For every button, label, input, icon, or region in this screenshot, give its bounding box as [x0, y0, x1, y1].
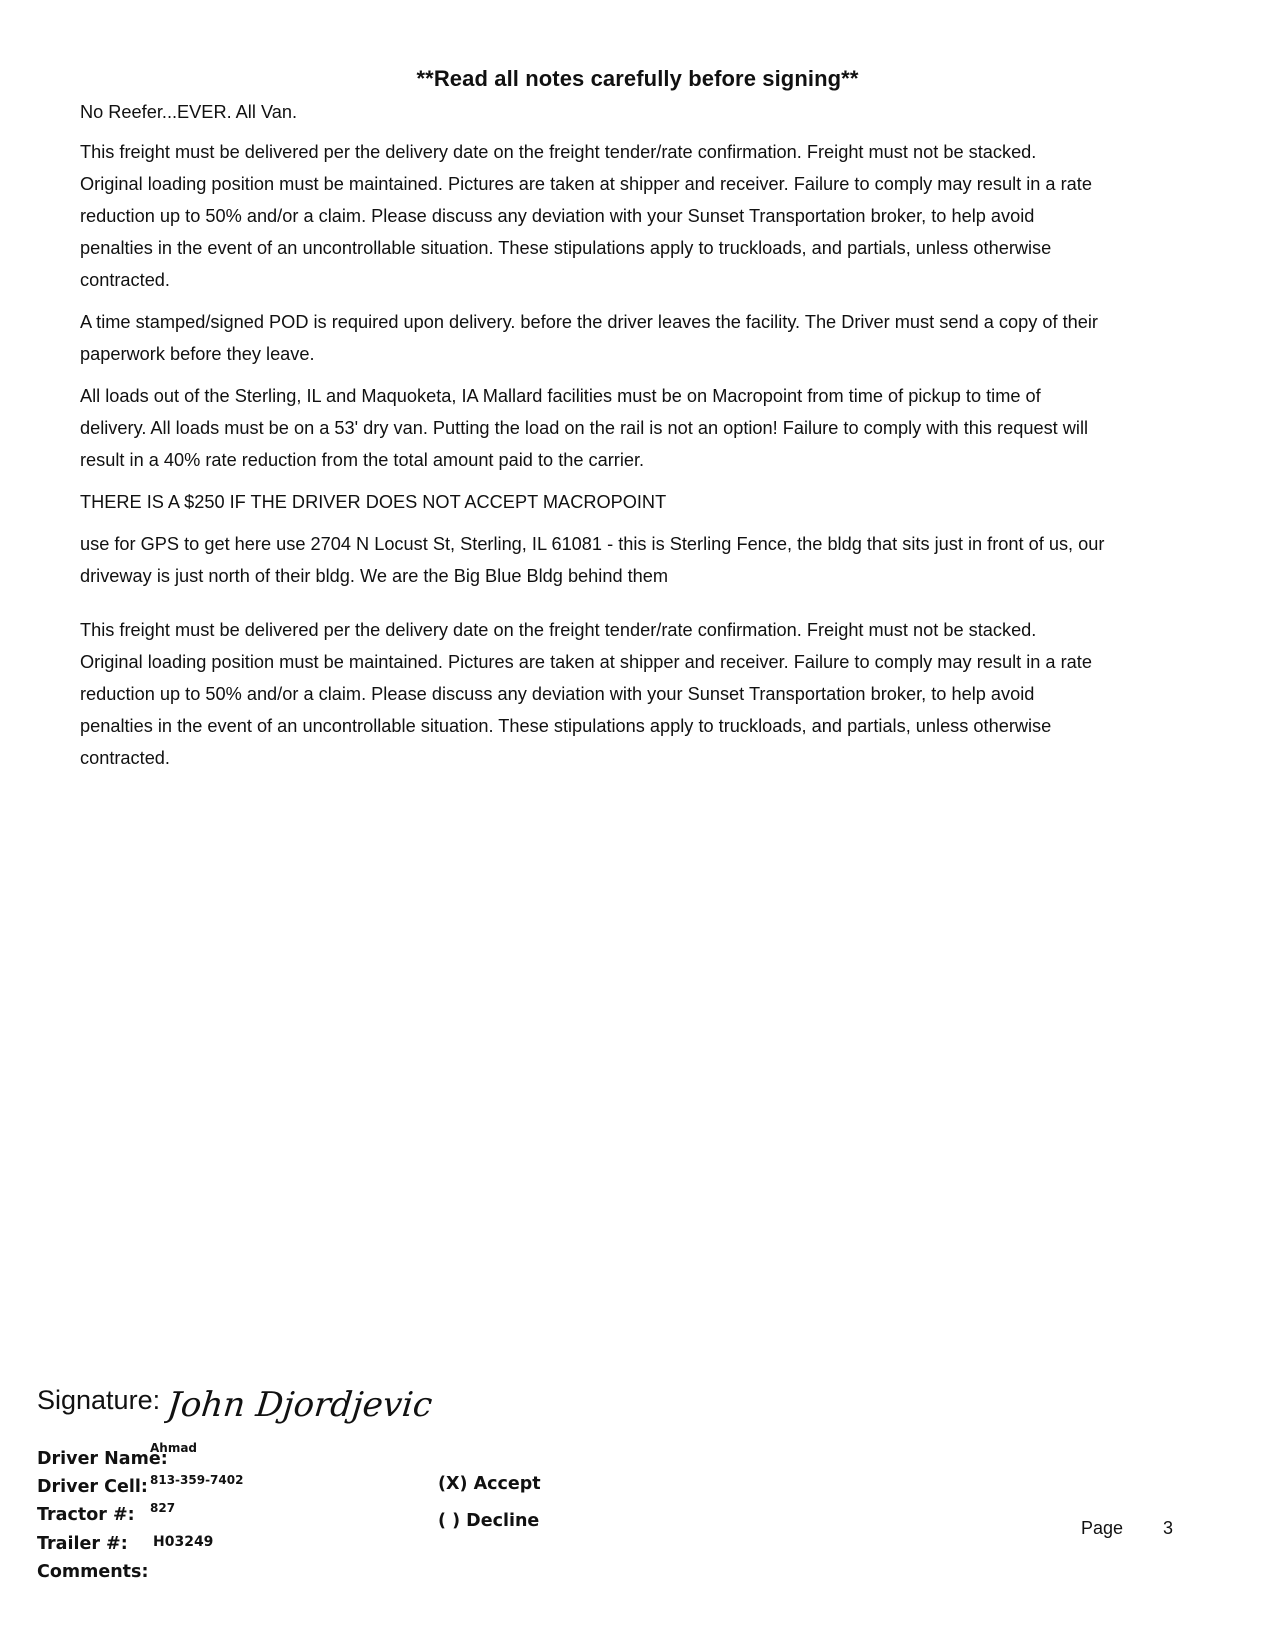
- driver-cell-value: 813-359-7402: [150, 1473, 244, 1487]
- signature-text: John Djordjevic: [165, 1385, 435, 1425]
- trailer-row: [37, 1534, 214, 1554]
- page-heading: **Read all notes carefully before signing**: [416, 66, 859, 91]
- page-label: Page: [1081, 1518, 1124, 1538]
- note-paragraph: THERE IS A $250 IF THE DRIVER DOES NOT ACCEPT MACROPOINT: [80, 492, 667, 512]
- note-paragraph: A time stamped/signed POD is required upon delivery. before the driver leaves the facility. The Driver must send a copy of their paperwork before they leave.: [80, 312, 1098, 364]
- page-number: [1081, 1518, 1173, 1539]
- driver-name-row: [37, 1441, 198, 1469]
- note-paragraph: This freight must be delivered per the delivery date on the freight tender/rate confirmation. Freight must not be stacked. Original loading position must be maintained. Pictures are taken at shipper and receiver. Failure to comply may result in a rate reduction up to 50% and/or a claim. Please discuss any deviation with your Sunset Transportation broker, to help avoid penalties in the event of an uncontrollable situation. These stipulations apply to truckloads, and partials, unless otherwise contracted.: [80, 142, 1092, 290]
- trailer-value: H03249: [153, 1534, 214, 1550]
- driver-cell-row: [37, 1473, 244, 1497]
- tractor-value: 827: [150, 1501, 176, 1515]
- driver-cell-label: Driver Cell:: [37, 1477, 148, 1497]
- note-paragraph: This freight must be delivered per the delivery date on the freight tender/rate confirmation. Freight must not be stacked. Original loading position must be maintained. Pictures are taken at shipper and receiver. Failure to comply may result in a rate reduction up to 50% and/or a claim. Please discuss any deviation with your Sunset Transportation broker, to help avoid penalties in the event of an uncontrollable situation. These stipulations apply to truckloads, and partials, unless otherwise contracted.: [80, 620, 1092, 768]
- page-number-value: 3: [1163, 1518, 1174, 1538]
- notes-section: [80, 96, 1160, 784]
- signature-row: [37, 1380, 484, 1425]
- accept-option[interactable]: (X) Accept: [438, 1474, 541, 1494]
- driver-name-value: Ahmad: [150, 1441, 198, 1455]
- signature-image: [164, 1380, 484, 1430]
- signature-label: Signature:: [37, 1385, 161, 1415]
- comments-label: Comments:: [37, 1562, 149, 1582]
- tractor-row: [37, 1501, 176, 1525]
- comments-row: [37, 1562, 148, 1582]
- tractor-label: Tractor #:: [37, 1505, 135, 1525]
- driver-name-label: Driver Name:: [37, 1449, 168, 1469]
- note-paragraph: All loads out of the Sterling, IL and Maquoketa, IA Mallard facilities must be on Macropoint from time of pickup to time of delivery. All loads must be on a 53' dry van. Putting the load on the rail is not an option! Failure to comply with this request will result in a 40% rate reduction from the total amount paid to the carrier.: [80, 386, 1089, 470]
- decline-option[interactable]: ( ) Decline: [438, 1511, 540, 1531]
- note-paragraph: use for GPS to get here use 2704 N Locust St, Sterling, IL 61081 - this is Sterling Fence, the bldg that sits just in front of us, our driveway is just north of their bldg. We are the Big Blue Bldg behind them: [80, 534, 1105, 586]
- note-paragraph: No Reefer...EVER. All Van.: [80, 102, 298, 122]
- trailer-label: Trailer #:: [37, 1534, 128, 1554]
